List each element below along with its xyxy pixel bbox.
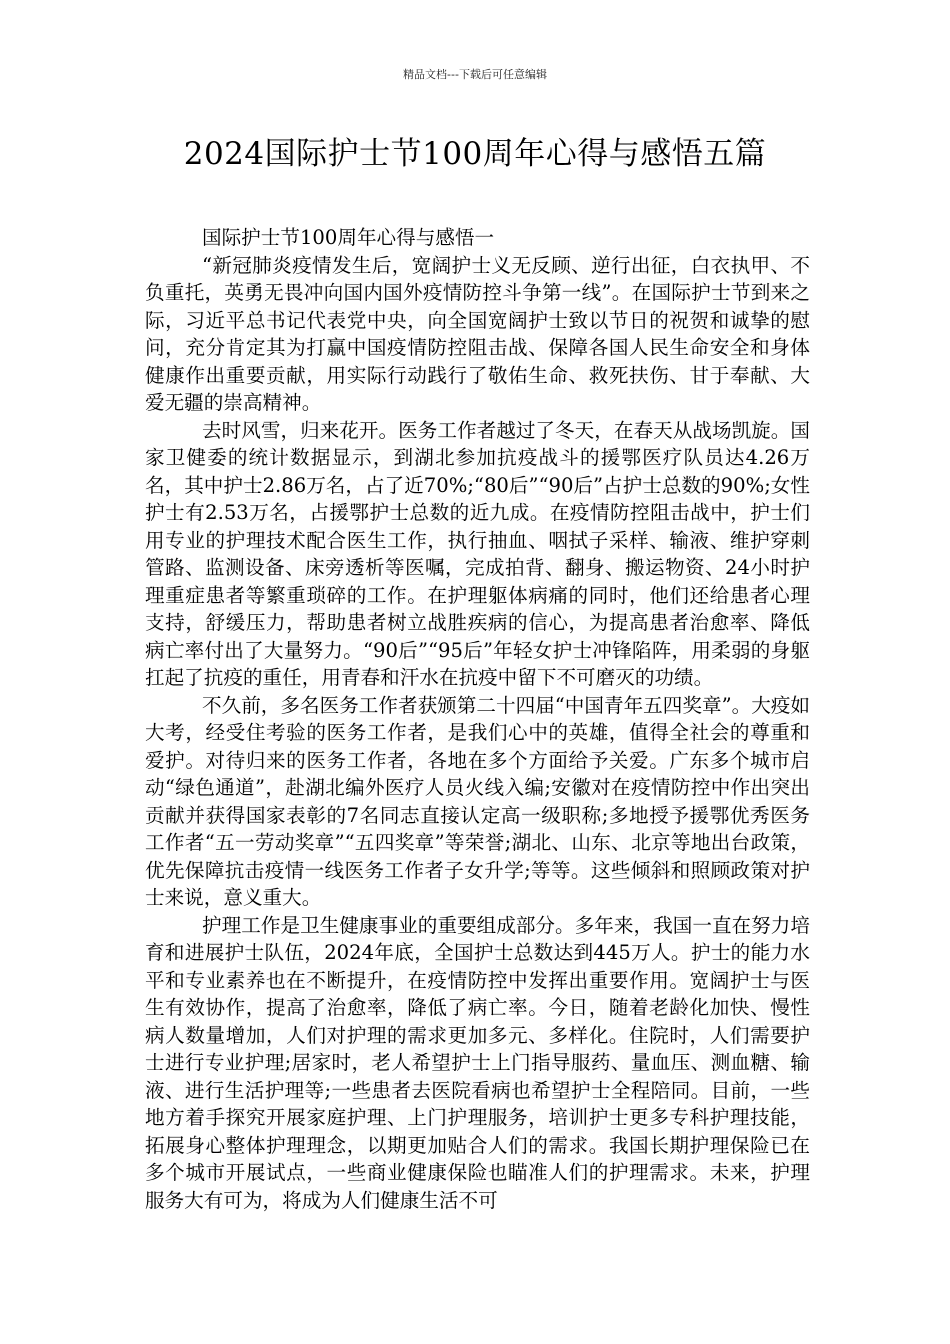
header-note: 精品文档---下载后可任意编辑	[403, 68, 547, 81]
paragraph-4: 护理工作是卫生健康事业的重要组成部分。多年来，我国一直在努力培育和进展护士队伍，2024年底，全国护士总数达到445万人。护士的能力水平和专业素养也在不断提升，在疫情防控中发挥出重要作用。宽阔护士与医生有效协作，提高了治愈率，降低了病亡率。今日，随着老龄化加快、慢性病人数量增加，人们对护理的需求更加多元、多样化。住院时，人们需要护士进行专业护理;居家时，老人希望护士上门指导服药、量血压、测血糖、输液、进行生活护理等;一些患者去医院看病也希望护士全程陪同。目前，一些地方着手探究开展家庭护理、上门护理服务，培训护士更多专科护理技能，拓展身心整体护理理念，以期更加贴合人们的需求。我国长期护理保险已在多个城市开展试点，一些商业健康保险也瞄准人们的护理需求。未来，护理服务大有可为，将成为人们健康生活不可	[145, 913, 810, 1212]
paragraph-2: 去时风雪，归来花开。医务工作者越过了冬天，在春天从战场凯旋。国家卫健委的统计数据显示，到湖北参加抗疫战斗的援鄂医疗队员达4.26万名，其中护士2.86万名，占了近70%;“80后”“90后”占护士总数的90%;女性护士有2.53万名，占援鄂护士总数的近九成。在疫情防控阻击战中，护士们用专业的护理技术配合医生工作，执行抽血、咽拭子采样、输液、维护穿刺管路、监测设备、床旁透析等医嘱，完成拍背、翻身、搬运物资、24小时护理重症患者等繁重琐碎的工作。在护理躯体病痛的同时，他们还给患者心理支持，舒缓压力，帮助患者树立战胜疾病的信心，为提高患者治愈率、降低病亡率付出了大量努力。“90后”“95后”年轻女护士冲锋陷阵，用柔弱的身躯扛起了抗疫的重任，用青春和汗水在抗疫中留下不可磨灭的功绩。	[145, 418, 810, 689]
paragraph-3: 不久前，多名医务工作者获颁第二十四届“中国青年五四奖章”。大疫如大考，经受住考验的医务工作者，是我们心中的英雄，值得全社会的尊重和爱护。对待归来的医务工作者，各地在多个方面给予关爱。广东多个城市启动“绿色通道”，赴湖北编外医疗人员火线入编;安徽对在疫情防控中作出突出贡献并获得国家表彰的7名同志直接认定高一级职称;多地授予援鄂优秀医务工作者“五一劳动奖章”“五四奖章”等荣誉;湖北、山东、北京等地出台政策，优先保障抗击疫情一线医务工作者子女升学;等等。这些倾斜和照顾政策对护士来说，意义重大。	[145, 693, 810, 909]
paragraph-1: “新冠肺炎疫情发生后，宽阔护士义无反顾、逆行出征，白衣执甲、不负重托，英勇无畏冲向国内国外疫情防控斗争第一线”。在国际护士节到来之际，习近平总书记代表党中央，向全国宽阔护士致以节日的祝贺和诚挚的慰问，充分肯定其为打赢中国疫情防控阻击战、保障各国人民生命安全和身体健康作出重要贡献，用实际行动践行了敬佑生命、救死扶伤、甘于奉献、大爱无疆的崇高精神。	[145, 253, 810, 414]
section-heading: 国际护士节100周年心得与感悟一	[202, 226, 495, 249]
document-body	[145, 224, 810, 1214]
document-title: 2024国际护士节100周年心得与感悟五篇	[183, 136, 767, 172]
